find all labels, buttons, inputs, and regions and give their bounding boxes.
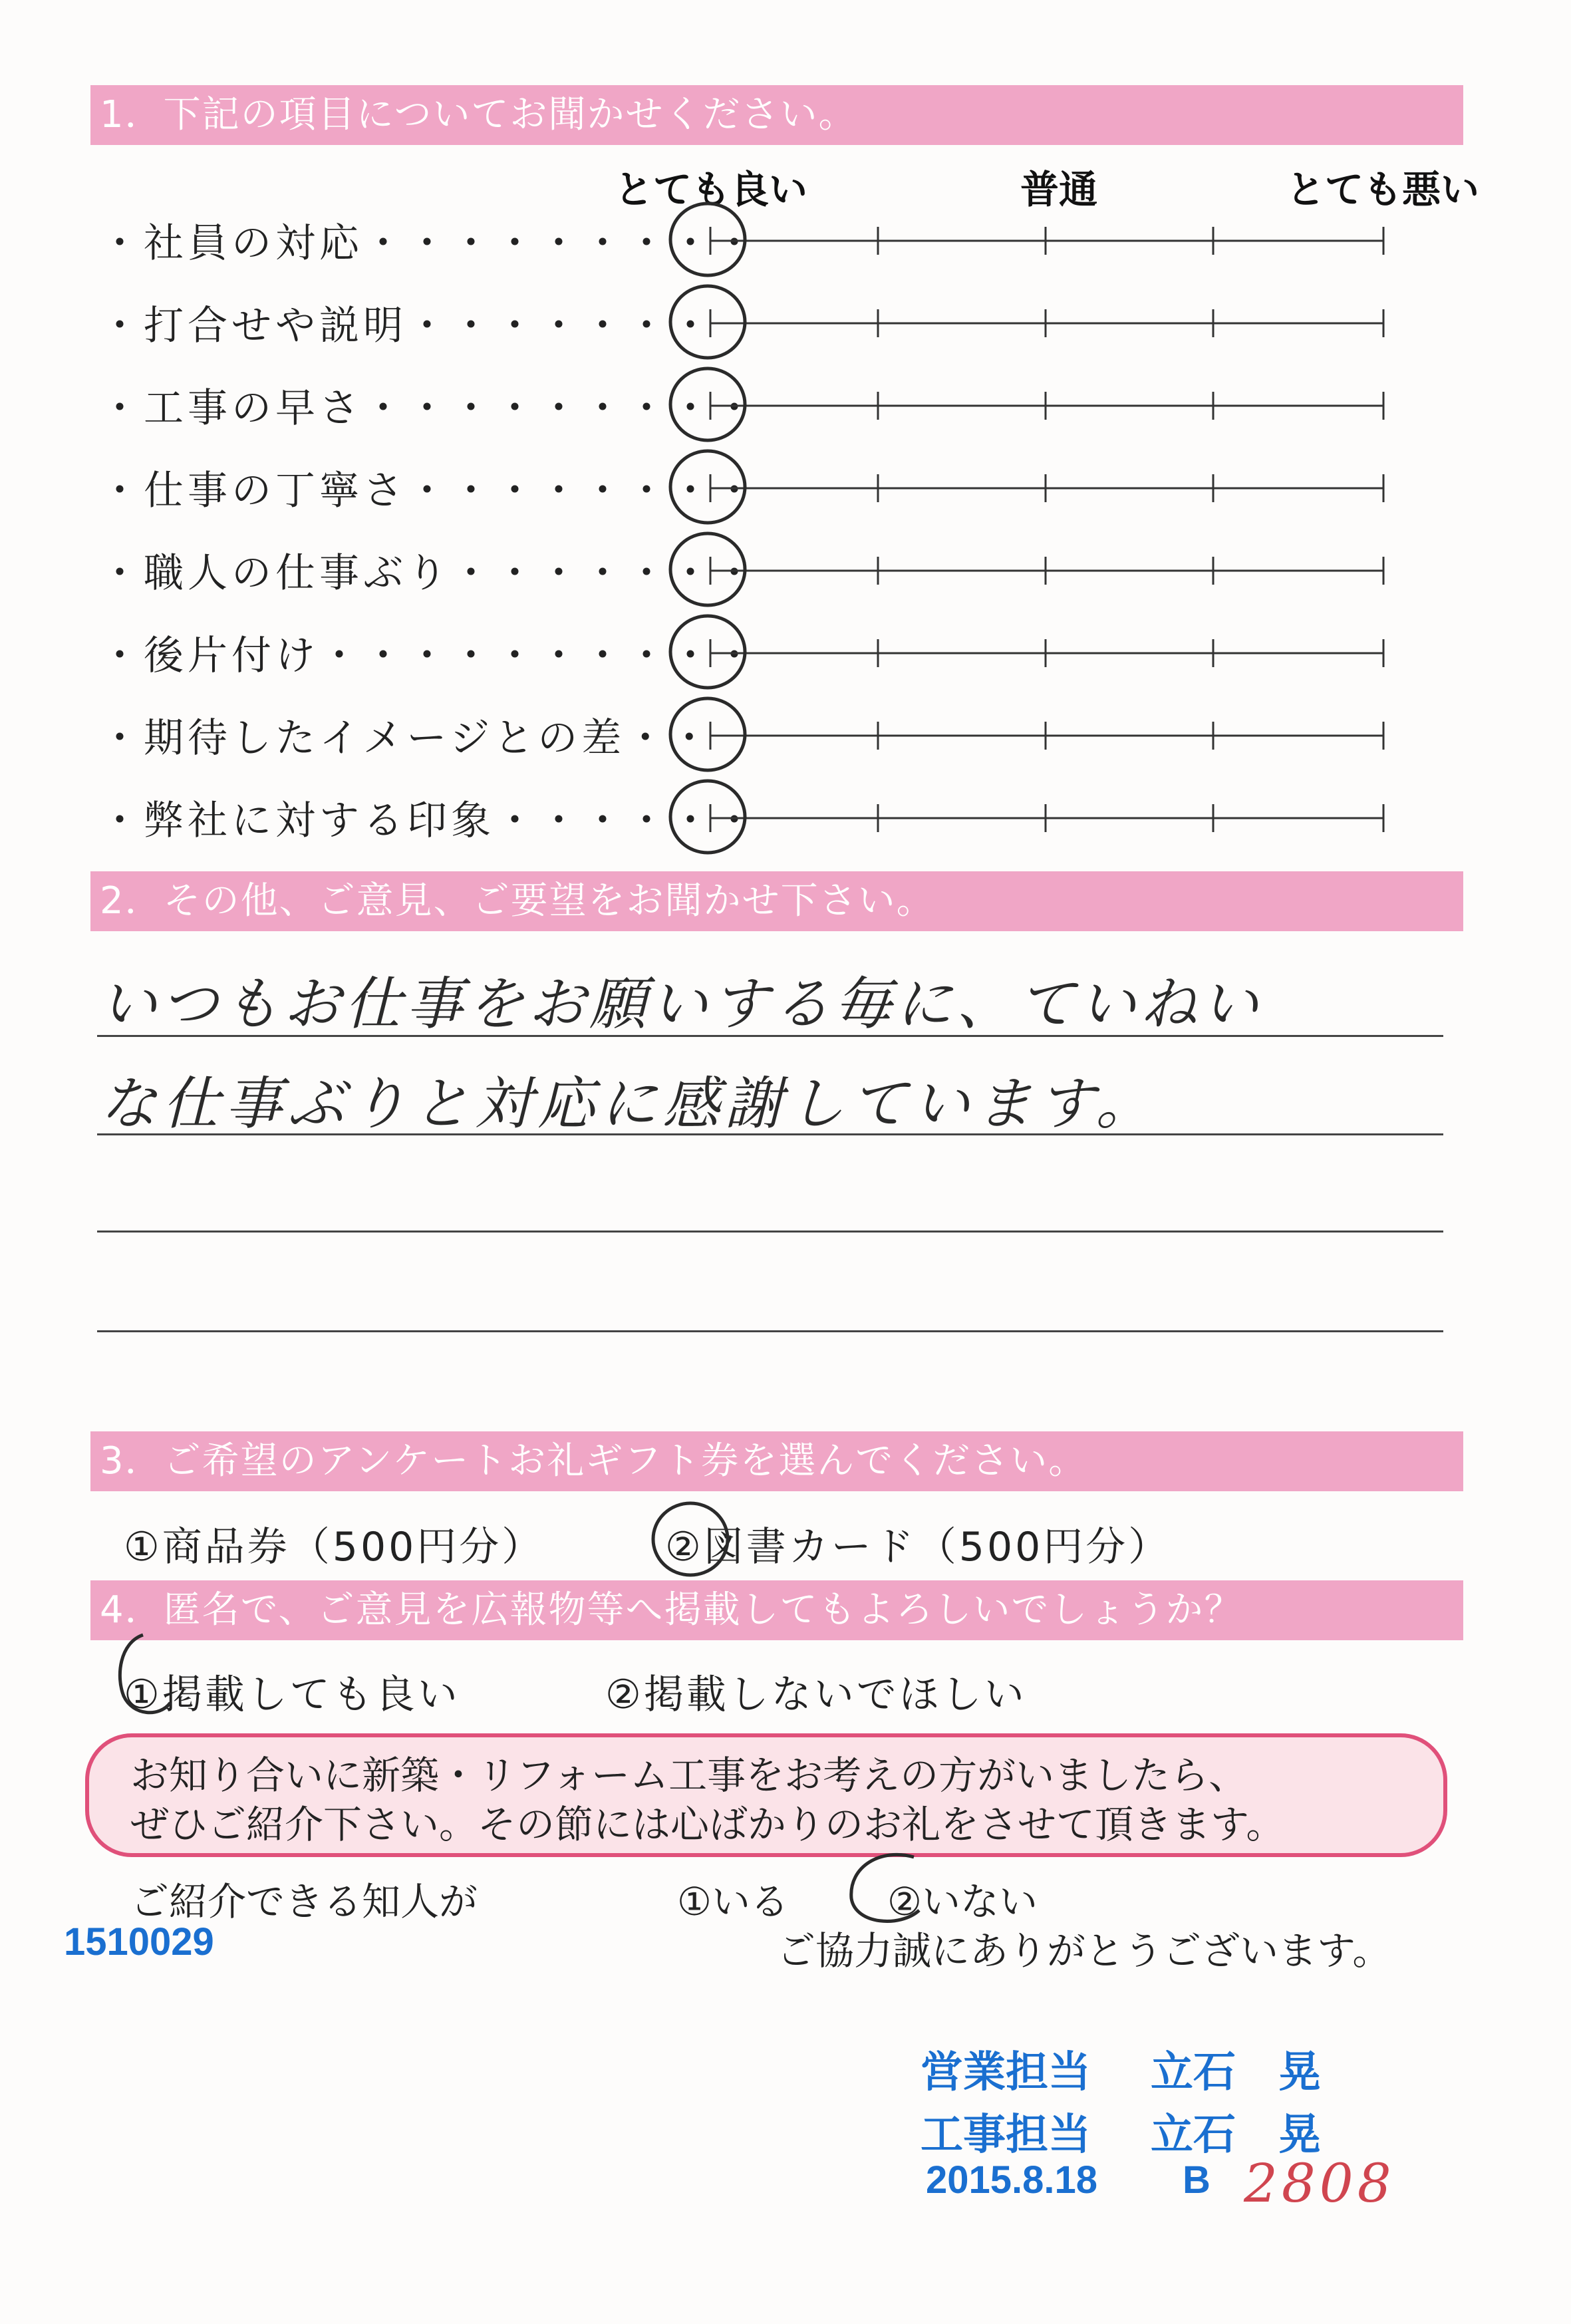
rating-scale[interactable] — [665, 610, 1463, 696]
referral-option-2[interactable]: ②いない — [887, 1879, 1038, 1924]
publish-option-1[interactable]: ①掲載しても良い — [124, 1671, 460, 1718]
gift-option-1[interactable]: ①商品券（500円分） — [124, 1524, 545, 1570]
comment-rule-1 — [97, 1035, 1443, 1037]
rating-scale[interactable] — [665, 198, 1463, 284]
rating-item-label: ・期待したイメージとの差・・ — [100, 715, 714, 762]
rating-item-label: ・職人の仕事ぶり・・・・・・・ — [100, 550, 758, 597]
rating-item-label: ・弊社に対する印象・・・・・・ — [100, 798, 758, 844]
id-number: 1510029 — [64, 1920, 214, 1963]
comment-rule-3 — [97, 1231, 1443, 1233]
comment-rule-4 — [97, 1330, 1443, 1332]
rating-scale[interactable] — [665, 692, 1463, 779]
rating-scale[interactable] — [665, 445, 1463, 531]
section1-title: 1．下記の項目についてお聞かせください。 — [100, 93, 857, 136]
referral-text-line-2: ぜひご紹介下さい。その節には心ばかりのお礼をさせて頂きます。 — [130, 1802, 1285, 1847]
section3-title: 3．ご希望のアンケートお礼ギフト券を選んでください。 — [100, 1439, 1087, 1483]
rating-scale[interactable] — [665, 280, 1463, 366]
rating-selection-circle — [670, 781, 745, 853]
rating-item-label: ・工事の早さ・・・・・・・・・ — [100, 385, 758, 432]
rating-selection-circle — [670, 286, 745, 358]
section2-title: 2．その他、ご意見、ご要望をお聞かせ下さい。 — [100, 879, 935, 923]
rating-selection-circle — [670, 368, 745, 440]
referral-option-1[interactable]: ①いる — [677, 1879, 789, 1924]
rating-scale[interactable] — [665, 363, 1463, 449]
scale-label-good: とても良い — [615, 167, 808, 212]
rating-selection-circle — [670, 698, 745, 770]
sales-staff-label: 営業担当 — [921, 2048, 1091, 2097]
rating-item-label: ・社員の対応・・・・・・・・・ — [100, 220, 758, 267]
rating-item-label: ・仕事の丁寧さ・・・・・・・・ — [100, 468, 758, 514]
rating-scale[interactable] — [665, 527, 1463, 614]
rating-item-label: ・後片付け・・・・・・・・・・ — [100, 633, 758, 679]
section4-title: 4．匿名で、ご意見を広報物等へ掲載してもよろしいでしょうか？ — [100, 1588, 1243, 1632]
comment-rule-2 — [97, 1133, 1443, 1135]
comment-line-2[interactable]: な仕事ぶりと対応に感謝しています。 — [100, 1071, 1159, 1137]
gift-selection-circle — [644, 1490, 737, 1583]
publish-option-2[interactable]: ②掲載しないでほしい — [605, 1671, 1027, 1718]
rating-item-label: ・打合せや説明・・・・・・・ — [100, 303, 714, 349]
referral-text-line-1: お知り合いに新築・リフォーム工事をお考えの方がいましたら、 — [130, 1753, 1248, 1798]
rating-selection-circle — [670, 451, 745, 523]
gift-option-2[interactable]: ②図書カード（500円分） — [665, 1524, 1171, 1570]
stamp-code: B — [1183, 2158, 1211, 2202]
scale-label-normal: 普通 — [1020, 167, 1098, 212]
referral-question: ご紹介できる知人が — [130, 1879, 478, 1924]
scale-label-bad: とても悪い — [1286, 167, 1480, 212]
rating-scale[interactable] — [665, 775, 1463, 861]
stamp-date: 2015.8.18 — [926, 2158, 1098, 2202]
construction-staff-label: 工事担当 — [921, 2110, 1091, 2160]
thanks-message: ご協力誠にありがとうございます。 — [777, 1928, 1391, 1973]
construction-staff-name: 立石 晃 — [1151, 2110, 1321, 2160]
rating-selection-circle — [670, 533, 745, 605]
rating-selection-circle — [670, 204, 745, 275]
sales-staff-name: 立石 晃 — [1151, 2048, 1321, 2097]
rating-selection-circle — [670, 616, 745, 688]
publish-selection-circle — [106, 1630, 186, 1729]
comment-line-1[interactable]: いつもお仕事をお願いする毎に、ていねい — [100, 971, 1262, 1038]
handwritten-number: 2808 — [1244, 2152, 1395, 2214]
